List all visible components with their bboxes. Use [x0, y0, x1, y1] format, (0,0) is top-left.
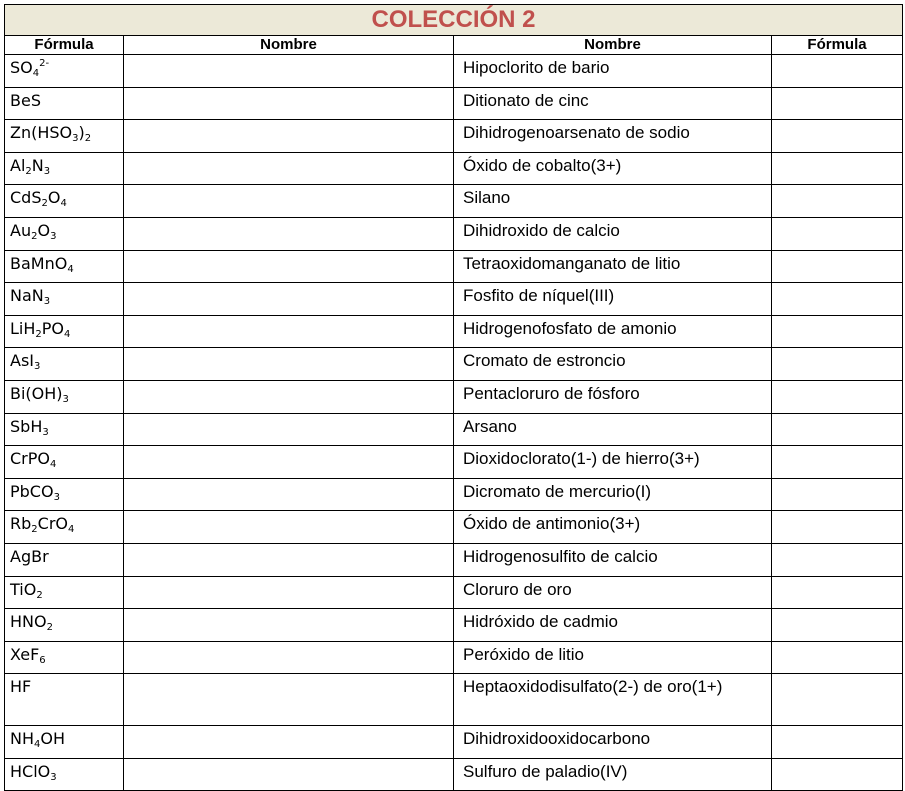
nombre-cell: Óxido de antimonio(3+) [454, 511, 772, 544]
table-row [5, 87, 903, 120]
formula-answer-cell[interactable] [772, 185, 903, 218]
header-formula-right: Fórmula [772, 36, 903, 55]
nombre-cell: Dicromato de mercurio(I) [454, 478, 772, 511]
formula-answer-cell[interactable] [772, 726, 903, 759]
nombre-cell: Cloruro de oro [454, 576, 772, 609]
formula-cell: SbH$_3$ [5, 413, 124, 446]
nombre-cell: Arsano [454, 413, 772, 446]
formula-cell: $SO_4^{2-}$ [5, 55, 124, 88]
formula-cell: $HNO_2$ [5, 609, 124, 642]
nombre-cell: Fosfito de níquel(III) [454, 283, 772, 316]
table-row [5, 726, 903, 759]
nombre-answer-cell[interactable] [124, 758, 454, 791]
formula-answer-cell[interactable] [772, 120, 903, 153]
table-row [5, 609, 903, 642]
formula-answer-cell[interactable] [772, 543, 903, 576]
table-row [5, 120, 903, 153]
formula-answer-cell[interactable] [772, 315, 903, 348]
formula-cell: CrPO$_4$ [5, 446, 124, 479]
nombre-cell: Hidrogenofosfato de amonio [454, 315, 772, 348]
formula-answer-cell[interactable] [772, 250, 903, 283]
formula-answer-cell[interactable] [772, 674, 903, 726]
nombre-answer-cell[interactable] [124, 315, 454, 348]
table-row [5, 674, 903, 726]
formula-answer-cell[interactable] [772, 413, 903, 446]
nombre-answer-cell[interactable] [124, 576, 454, 609]
header-formula-left: Fórmula [5, 36, 124, 55]
formula-answer-cell[interactable] [772, 641, 903, 674]
formula-cell: $NH_4OH$ [5, 726, 124, 759]
nombre-answer-cell[interactable] [124, 511, 454, 544]
table-row [5, 641, 903, 674]
nombre-cell: Peróxido de litio [454, 641, 772, 674]
formula-answer-cell[interactable] [772, 446, 903, 479]
formula-answer-cell[interactable] [772, 576, 903, 609]
table-row [5, 576, 903, 609]
nombre-cell: Ditionato de cinc [454, 87, 772, 120]
nombre-answer-cell[interactable] [124, 152, 454, 185]
nombre-answer-cell[interactable] [124, 609, 454, 642]
table-row [5, 217, 903, 250]
formula-answer-cell[interactable] [772, 152, 903, 185]
formula-answer-cell[interactable] [772, 380, 903, 413]
formula-cell: BeS [5, 87, 124, 120]
nombre-cell: Dioxidoclorato(1-) de hierro(3+) [454, 446, 772, 479]
formula-answer-cell[interactable] [772, 87, 903, 120]
table-row [5, 511, 903, 544]
formula-cell: $Al_2N_3$ [5, 152, 124, 185]
table-title: COLECCIÓN 2 [5, 5, 903, 36]
formula-cell: TiO$_2$ [5, 576, 124, 609]
table-row [5, 380, 903, 413]
formula-cell: NaN$_3$ [5, 283, 124, 316]
table-row [5, 185, 903, 218]
table-row [5, 478, 903, 511]
nombre-answer-cell[interactable] [124, 348, 454, 381]
nombre-answer-cell[interactable] [124, 380, 454, 413]
header-nombre-left: Nombre [124, 36, 454, 55]
nombre-cell: Pentacloruro de fósforo [454, 380, 772, 413]
nombre-cell: Hidrogenosulfito de calcio [454, 543, 772, 576]
table-row [5, 446, 903, 479]
formula-cell: $Zn(HSO_3)_2$ [5, 120, 124, 153]
nombre-cell: Óxido de cobalto(3+) [454, 152, 772, 185]
table-row [5, 283, 903, 316]
table-row [5, 348, 903, 381]
formula-answer-cell[interactable] [772, 217, 903, 250]
header-nombre-right: Nombre [454, 36, 772, 55]
formula-cell: $CdS_2O_4$ [5, 185, 124, 218]
nombre-cell: Cromato de estroncio [454, 348, 772, 381]
nombre-cell: Hidróxido de cadmio [454, 609, 772, 642]
formula-cell: BaMnO$_4$ [5, 250, 124, 283]
nombre-answer-cell[interactable] [124, 87, 454, 120]
formula-cell: XeF$_6$ [5, 641, 124, 674]
formula-cell: $Au_2O_3$ [5, 217, 124, 250]
table-row [5, 315, 903, 348]
nombre-cell: Dihidroxido de calcio [454, 217, 772, 250]
formula-cell: HClO$_3$ [5, 758, 124, 791]
formula-answer-cell[interactable] [772, 478, 903, 511]
table-row [5, 413, 903, 446]
formula-answer-cell[interactable] [772, 758, 903, 791]
nombre-answer-cell[interactable] [124, 250, 454, 283]
formula-cell: AgBr [5, 543, 124, 576]
formula-answer-cell[interactable] [772, 511, 903, 544]
formula-cell: HF [5, 674, 124, 726]
formula-cell: $Rb_2CrO_4$ [5, 511, 124, 544]
nombre-answer-cell[interactable] [124, 55, 454, 88]
nombre-cell: Dihidrogenoarsenato de sodio [454, 120, 772, 153]
nombre-cell: Dihidroxidooxidocarbono [454, 726, 772, 759]
nombre-cell: Sulfuro de paladio(IV) [454, 758, 772, 791]
nombre-answer-cell[interactable] [124, 726, 454, 759]
formula-cell: $Bi(OH)_3$ [5, 380, 124, 413]
formula-answer-cell[interactable] [772, 55, 903, 88]
nombre-answer-cell[interactable] [124, 217, 454, 250]
formula-cell: $LiH_2PO_4$ [5, 315, 124, 348]
nombre-cell: Silano [454, 185, 772, 218]
nombre-answer-cell[interactable] [124, 120, 454, 153]
nombre-cell: Hipoclorito de bario [454, 55, 772, 88]
nombre-answer-cell[interactable] [124, 641, 454, 674]
nombre-cell: Heptaoxidodisulfato(2-) de oro(1+) [454, 674, 772, 726]
formula-answer-cell[interactable] [772, 609, 903, 642]
table-row [5, 152, 903, 185]
nombre-answer-cell[interactable] [124, 185, 454, 218]
nombre-answer-cell[interactable] [124, 413, 454, 446]
nombre-cell: Tetraoxidomanganato de litio [454, 250, 772, 283]
table-row [5, 543, 903, 576]
table-row [5, 250, 903, 283]
table-row [5, 55, 903, 88]
formula-cell: PbCO$_3$ [5, 478, 124, 511]
table-row [5, 758, 903, 791]
nombre-answer-cell[interactable] [124, 283, 454, 316]
nombre-answer-cell[interactable] [124, 446, 454, 479]
nombre-answer-cell[interactable] [124, 478, 454, 511]
formula-cell: AsI$_3$ [5, 348, 124, 381]
nombre-answer-cell[interactable] [124, 674, 454, 726]
formula-answer-cell[interactable] [772, 348, 903, 381]
coleccion-table [4, 4, 903, 791]
formula-answer-cell[interactable] [772, 283, 903, 316]
nombre-answer-cell[interactable] [124, 543, 454, 576]
